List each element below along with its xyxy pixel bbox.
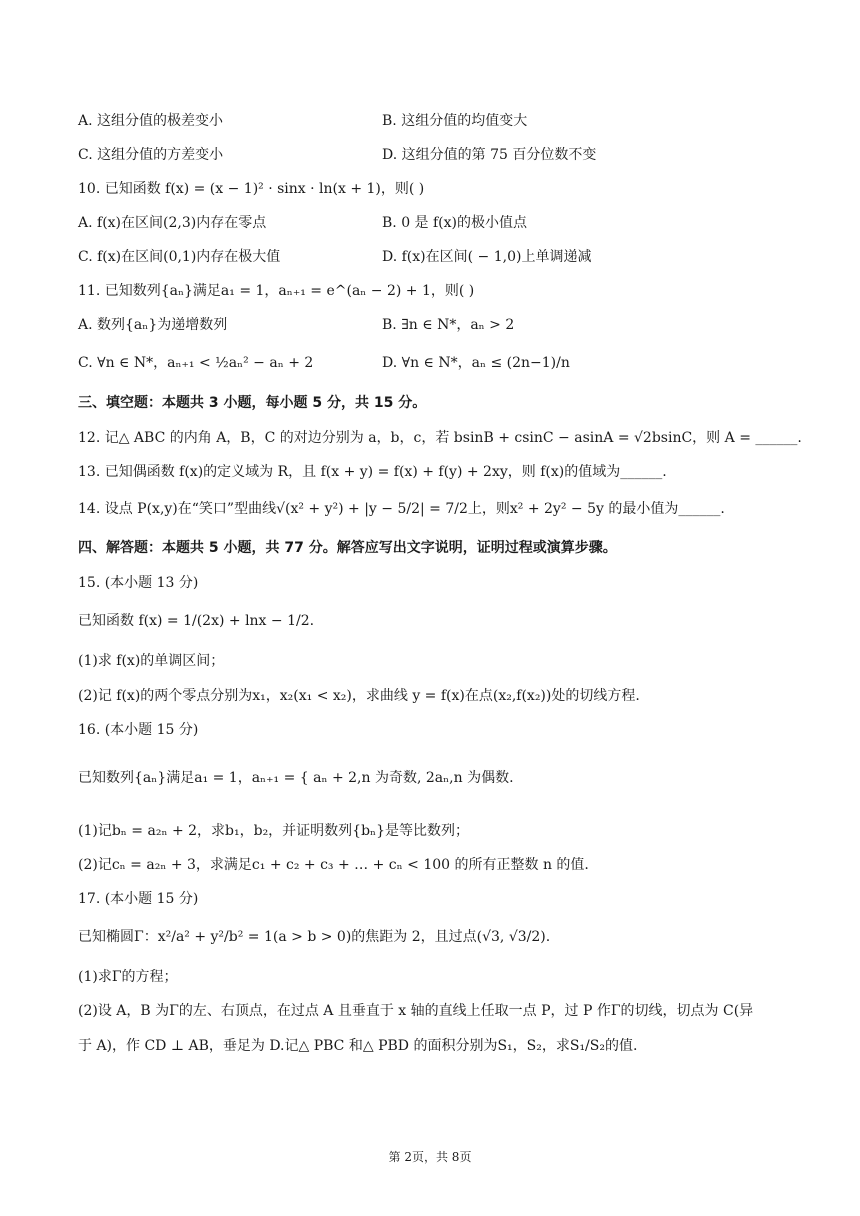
- question-15-part-1: (1)求 f(x)的单调区间；: [78, 653, 225, 669]
- option-a: A. 数列{aₙ}为递增数列: [78, 317, 228, 333]
- option-c: C. f(x)在区间(0,1)内存在极大值: [78, 249, 281, 265]
- option-c: C. 这组分值的方差变小: [78, 147, 224, 163]
- question-16-part-1: (1)记bₙ = a₂ₙ + 2，求b₁，b₂，并证明数列{bₙ}是等比数列；: [78, 823, 470, 839]
- question-16-stem: 已知数列{aₙ}满足a₁ = 1，aₙ₊₁ = { aₙ + 2,n 为奇数, 2aₙ,n 为偶数.: [78, 770, 514, 786]
- question-15-part-2: (2)记 f(x)的两个零点分别为x₁，x₂(x₁ < x₂)，求曲线 y = f(x)在点(x₂,f(x₂))处的切线方程.: [78, 688, 640, 704]
- option-d: D. f(x)在区间( − 1,0)上单调递减: [382, 249, 592, 265]
- page-footer: 第 2页，共 8页: [388, 1150, 472, 1164]
- option-b: B. 0 是 f(x)的极小值点: [382, 215, 527, 231]
- option-c: C. ∀n ∈ N*，aₙ₊₁ < ½aₙ² − aₙ + 2: [78, 355, 314, 371]
- question-stem: 11. 已知数列{aₙ}满足a₁ = 1，aₙ₊₁ = e^(aₙ − 2) + 1，则( ): [78, 283, 475, 299]
- section-heading: 四、解答题：本题共 5 小题，共 77 分。解答应写出文字说明，证明过程或演算步骤。: [78, 540, 617, 556]
- question-15-stem: 已知函数 f(x) = 1/(2x) + lnx − 1/2.: [78, 613, 315, 629]
- option-b: B. 这组分值的均值变大: [382, 113, 528, 129]
- option-d: D. ∀n ∈ N*，aₙ ≤ (2n−1)/n: [382, 355, 570, 371]
- question-stem: 10. 已知函数 f(x) = (x − 1)² · sinx · ln(x + 1)，则( ): [78, 181, 425, 197]
- question-14: 14. 设点 P(x,y)在“笑口”型曲线√(x² + y²) + |y − 5/2| = 7/2上，则x² + 2y² − 5y 的最小值为______.: [78, 501, 725, 517]
- question-12: 12. 记△ ABC 的内角 A，B，C 的对边分别为 a，b，c，若 bsinB + csinC − asinA = √2bsinC，则 A = ______.: [78, 430, 802, 446]
- question-17-stem: 已知椭圆Γ：x²/a² + y²/b² = 1(a > b > 0)的焦距为 2，且过点(√3, √3/2).: [78, 929, 551, 945]
- question-17-title: 17. (本小题 15 分): [78, 891, 199, 907]
- option-a: A. 这组分值的极差变小: [78, 113, 224, 129]
- option-d: D. 这组分值的第 75 百分位数不变: [382, 147, 597, 163]
- section-heading: 三、填空题：本题共 3 小题，每小题 5 分，共 15 分。: [78, 395, 427, 411]
- question-17-part-2-line-2: 于 A)，作 CD ⊥ AB，垂足为 D.记△ PBC 和△ PBD 的面积分别为S₁，S₂，求S₁/S₂的值.: [78, 1038, 638, 1054]
- question-17-part-2-line-1: (2)设 A，B 为Γ的左、右顶点，在过点 A 且垂直于 x 轴的直线上任取一点 P，过 P 作Γ的切线，切点为 C(异: [78, 1003, 754, 1019]
- question-15-title: 15. (本小题 13 分): [78, 575, 199, 591]
- question-17-part-1: (1)求Γ的方程；: [78, 969, 178, 985]
- option-a: A. f(x)在区间(2,3)内存在零点: [78, 215, 267, 231]
- question-13: 13. 已知偶函数 f(x)的定义域为 R，且 f(x + y) = f(x) + f(y) + 2xy，则 f(x)的值域为______.: [78, 464, 667, 480]
- option-b: B. ∃n ∈ N*，aₙ > 2: [382, 317, 515, 333]
- question-16-title: 16. (本小题 15 分): [78, 722, 199, 738]
- question-16-part-2: (2)记cₙ = a₂ₙ + 3，求满足c₁ + c₂ + c₃ + … + cₙ < 100 的所有正整数 n 的值.: [78, 857, 589, 873]
